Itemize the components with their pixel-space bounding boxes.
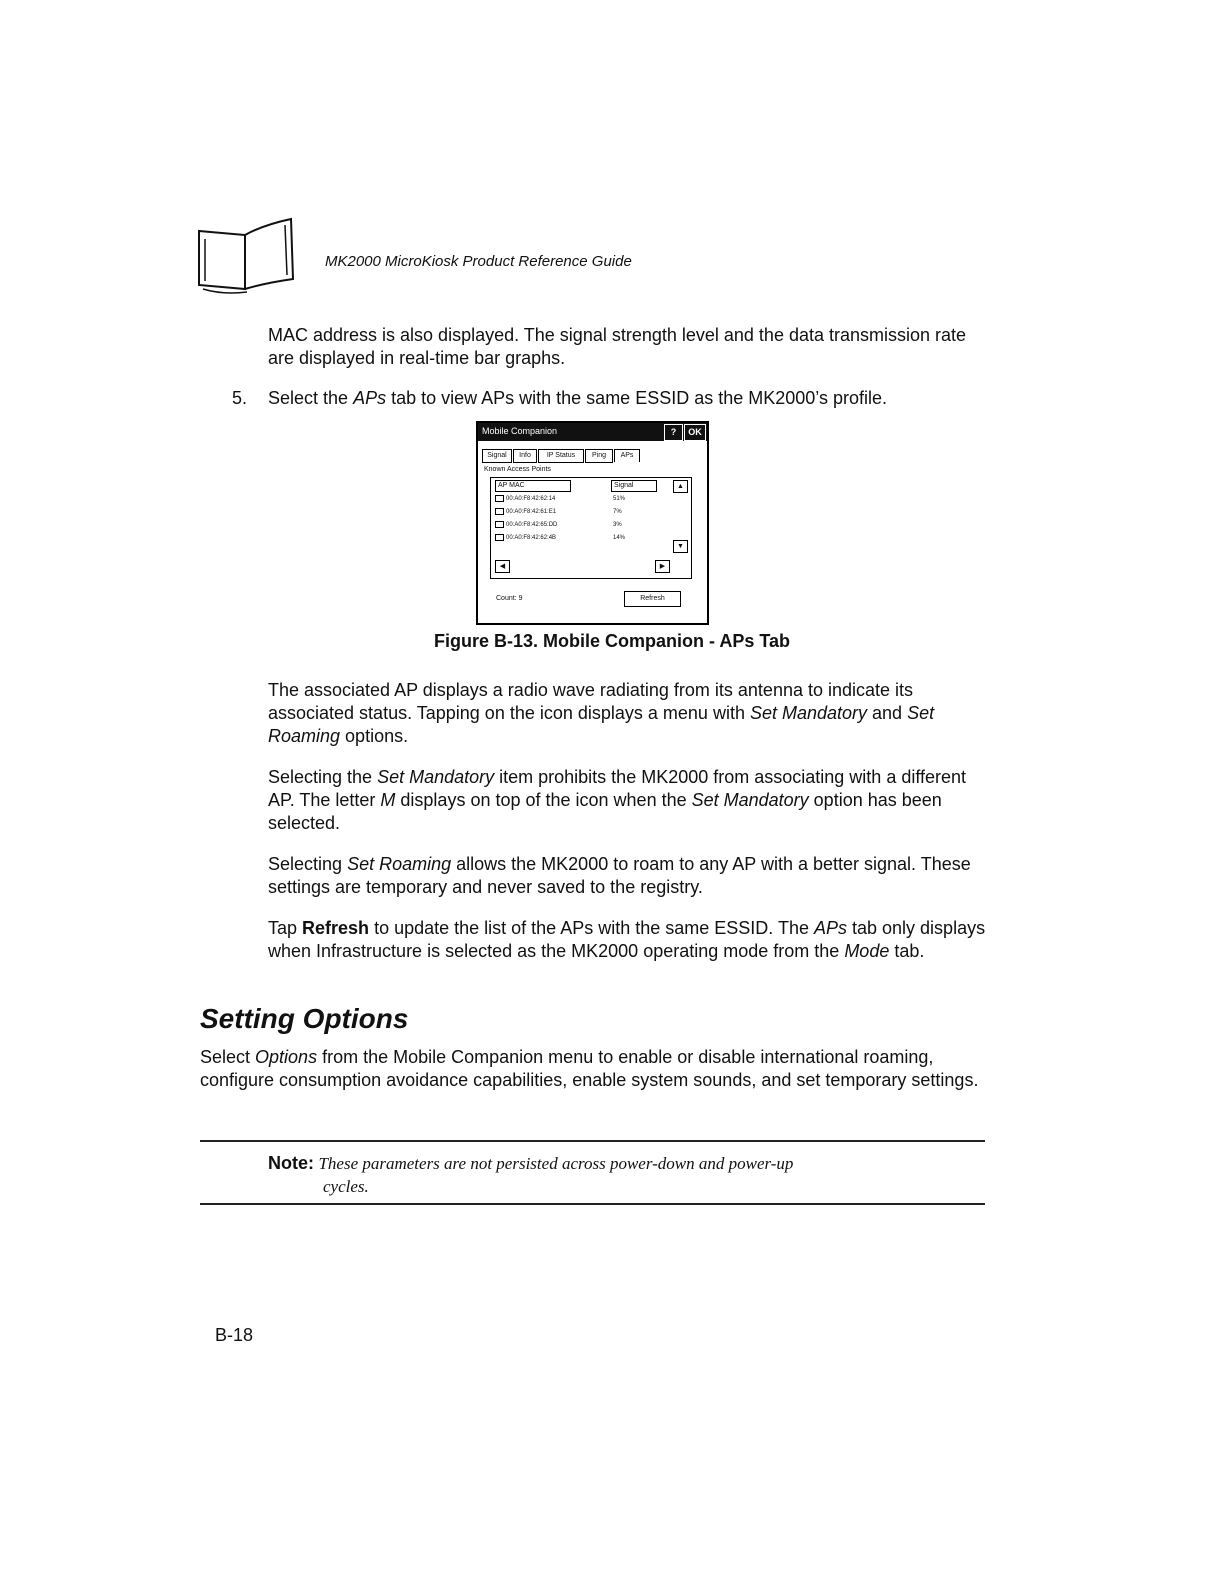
note-bottom-rule — [200, 1203, 985, 1205]
access-point-icon[interactable] — [495, 534, 504, 541]
paragraph-set-mandatory: Selecting the Set Mandatory item prohibits the MK2000 from associating with a different AP. The letter M displays on top of the icon when the Set Mandatory option has been selected. — [268, 767, 967, 833]
ap-count: Count: 9 — [496, 595, 523, 602]
figure-caption: Figure B-13. Mobile Companion - APs Tab — [433, 631, 791, 651]
tab-ip-status[interactable]: IP Status — [538, 449, 584, 463]
access-point-icon[interactable] — [495, 521, 504, 528]
tab-info[interactable]: Info — [513, 449, 537, 463]
section-heading: Setting Options — [200, 1003, 409, 1034]
page-number: B-18 — [215, 1325, 254, 1345]
scroll-left-icon[interactable]: ◀ — [495, 560, 510, 573]
paragraph-associated: The associated AP displays a radio wave radiating from its antenna to indicate its associated status. Tapping on the icon displays a menu with Set Mandatory and Set Roaming options. — [268, 680, 935, 746]
column-ap-mac[interactable]: AP MAC — [495, 480, 571, 492]
section-paragraph: Select Options from the Mobile Companion menu to enable or disable international roaming, configure consumption avoidance capabilities, enable system sounds, and set temporary settings. — [200, 1047, 979, 1090]
refresh-button[interactable]: Refresh — [624, 591, 681, 607]
ap-list[interactable] — [490, 477, 692, 579]
column-signal[interactable]: Signal — [611, 480, 657, 492]
running-header: MK2000 MicroKiosk Product Reference Guide — [325, 253, 632, 270]
tab-ping[interactable]: Ping — [585, 449, 613, 463]
note-text-line1: These parameters are not persisted across power-down and power-up — [318, 1154, 794, 1173]
note-label: Note: — [268, 1153, 314, 1173]
intro-paragraph: MAC address is also displayed. The signal strength level and the data transmission rate are displayed in real-time bar graphs. — [268, 325, 967, 368]
scroll-up-icon[interactable]: ▲ — [673, 480, 688, 493]
open-book-icon — [193, 215, 303, 305]
step-text: Select the APs tab to view APs with the same ESSID as the MK2000’s profile. — [268, 388, 887, 408]
note-top-rule — [200, 1140, 985, 1142]
tab-signal[interactable]: Signal — [482, 449, 512, 463]
list-item[interactable]: 00:A0:F8:42:62:4B 14% — [495, 533, 556, 543]
paragraph-set-roaming: Selecting Set Roaming allows the MK2000 to roam to any AP with a better signal. These settings are temporary and never saved to the registry. — [268, 854, 971, 897]
access-point-icon[interactable] — [495, 495, 504, 502]
scroll-right-icon[interactable]: ▶ — [655, 560, 670, 573]
paragraph-refresh: Tap Refresh to update the list of the APs with the same ESSID. The APs tab only displays when Infrastructure is selected as the MK2000 operating mode from the Mode tab. — [268, 918, 986, 961]
note-box — [268, 1153, 968, 1197]
step-number: 5. — [232, 388, 248, 408]
list-item[interactable]: 00:A0:F8:42:61:E1 7% — [495, 507, 556, 517]
tab-bar — [480, 449, 705, 464]
mobile-companion-window — [476, 421, 709, 625]
list-item[interactable]: 00:A0:F8:42:65:DD 3% — [495, 520, 557, 530]
scroll-down-icon[interactable]: ▼ — [673, 540, 688, 553]
group-label: Known Access Points — [484, 466, 551, 473]
tab-aps[interactable]: APs — [614, 449, 640, 462]
window-title: Mobile Companion — [482, 426, 558, 436]
list-item[interactable]: 00:A0:F8:42:62:14 51% — [495, 494, 555, 504]
help-button[interactable]: ? — [664, 424, 683, 441]
access-point-icon[interactable] — [495, 508, 504, 515]
ok-button[interactable]: OK — [684, 424, 706, 441]
window-titlebar — [478, 423, 707, 441]
note-text-line2: cycles. — [323, 1177, 369, 1196]
